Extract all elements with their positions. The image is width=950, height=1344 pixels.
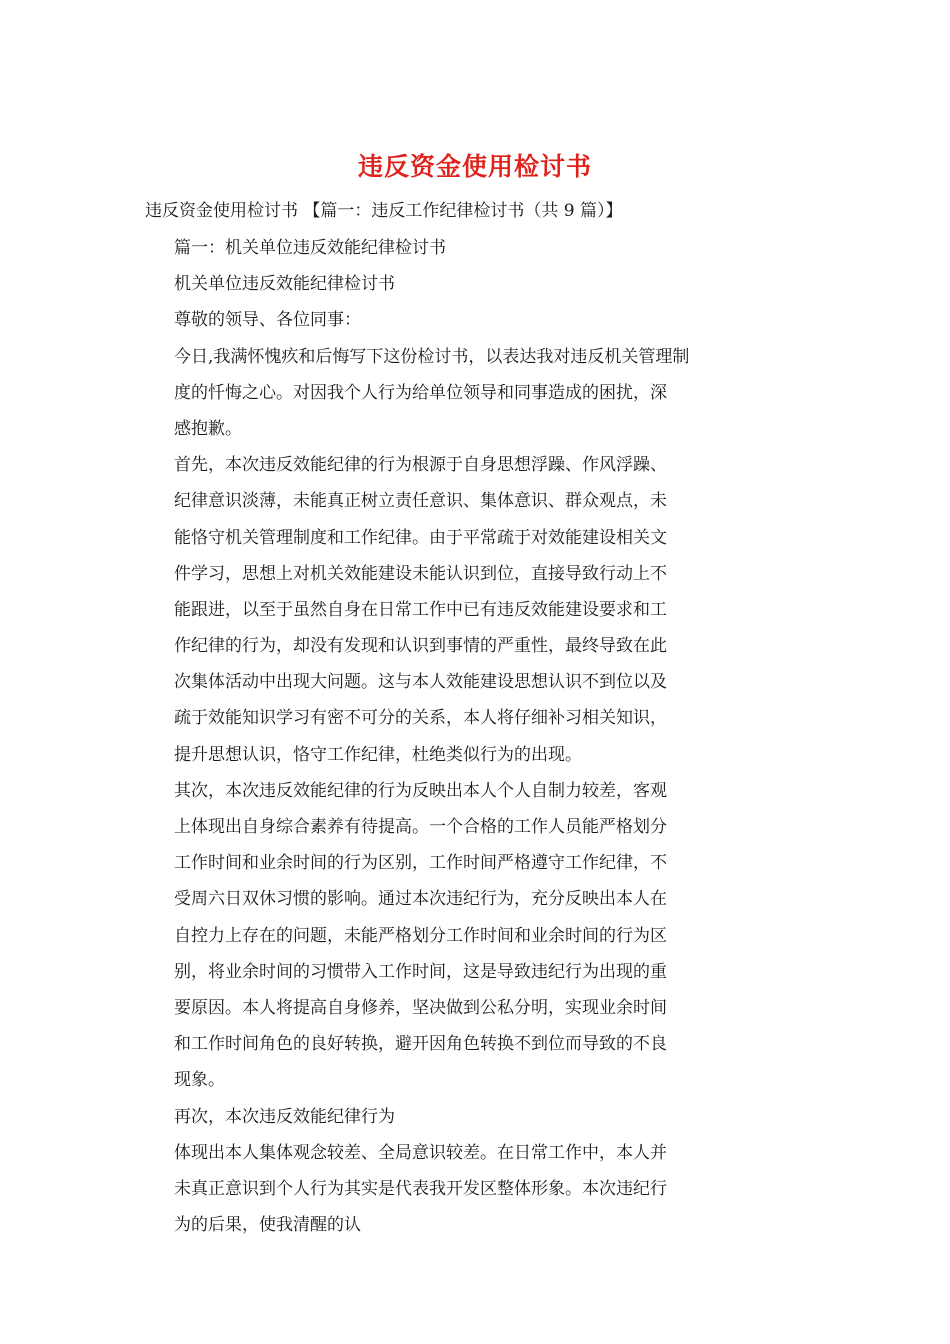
- body-line: 为的后果，使我清醒的认: [174, 1215, 361, 1236]
- body-line: 提升思想认识，恪守工作纪律，杜绝类似行为的出现。: [174, 744, 582, 765]
- body-line: 其次，本次违反效能纪律的行为反映出本人个人自制力较差，客观: [174, 780, 667, 801]
- body-line: 尊敬的领导、各位同事：: [174, 310, 361, 331]
- body-line: 上体现出自身综合素养有待提高。一个合格的工作人员能严格划分: [174, 817, 667, 837]
- body-line: 别，将业余时间的习惯带入工作时间，这是导致违纪行为出现的重: [174, 961, 667, 982]
- body-line: 再次，本次违反效能纪律行为: [174, 1106, 395, 1127]
- body-line: 疏于效能知识学习有密不可分的关系，本人将仔细补习相关知识，: [174, 708, 667, 729]
- body-line: 件学习，思想上对机关效能建设未能认识到位，直接导致行动上不: [174, 563, 667, 584]
- body-line: 机关单位违反效能纪律检讨书: [174, 274, 395, 295]
- body-line: 现象。: [174, 1070, 225, 1091]
- body-line: 度的忏悔之心。对因我个人行为给单位领导和同事造成的困扰，深: [174, 382, 667, 403]
- body-line: 体现出本人集体观念较差、全局意识较差。在日常工作中，本人并: [174, 1142, 667, 1163]
- document-body: [174, 230, 774, 1243]
- body-line: 工作时间和业余时间的行为区别，工作时间严格遵守工作纪律，不: [174, 853, 667, 874]
- body-line: 今日,我满怀愧疚和后悔写下这份检讨书，以表达我对违反机关管理制: [174, 346, 690, 367]
- body-line: 能恪守机关管理制度和工作纪律。由于平常疏于对效能建设相关文: [174, 527, 667, 548]
- body-line: 要原因。本人将提高自身修养，坚决做到公私分明，实现业余时间: [174, 997, 667, 1018]
- body-line: 篇一：机关单位违反效能纪律检讨书: [174, 238, 446, 258]
- body-line: 首先，本次违反效能纪律的行为根源于自身思想浮躁、作风浮躁、: [174, 455, 667, 476]
- body-line: 未真正意识到个人行为其实是代表我开发区整体形象。本次违纪行: [174, 1178, 667, 1199]
- body-line: 纪律意识淡薄，未能真正树立责任意识、集体意识、群众观点，未: [174, 491, 667, 512]
- body-line: 自控力上存在的问题，未能严格划分工作时间和业余时间的行为区: [174, 925, 667, 946]
- body-line: 次集体活动中出现大问题。这与本人效能建设思想认识不到位以及: [174, 672, 667, 693]
- body-line: 受周六日双休习惯的影响。通过本次违纪行为，充分反映出本人在: [174, 889, 667, 910]
- body-line: 和工作时间角色的良好转换，避开因角色转换不到位而导致的不良: [174, 1034, 667, 1055]
- document-title: 违反资金使用检讨书: [357, 152, 592, 181]
- body-line: 作纪律的行为，却没有发现和认识到事情的严重性，最终导致在此: [174, 636, 667, 657]
- document-subtitle: 违反资金使用检讨书 【篇一：违反工作纪律检讨书（共 9 篇）】: [145, 201, 623, 221]
- body-line: 感抱歉。: [174, 418, 242, 439]
- body-line: 能跟进，以至于虽然自身在日常工作中已有违反效能建设要求和工: [174, 599, 667, 620]
